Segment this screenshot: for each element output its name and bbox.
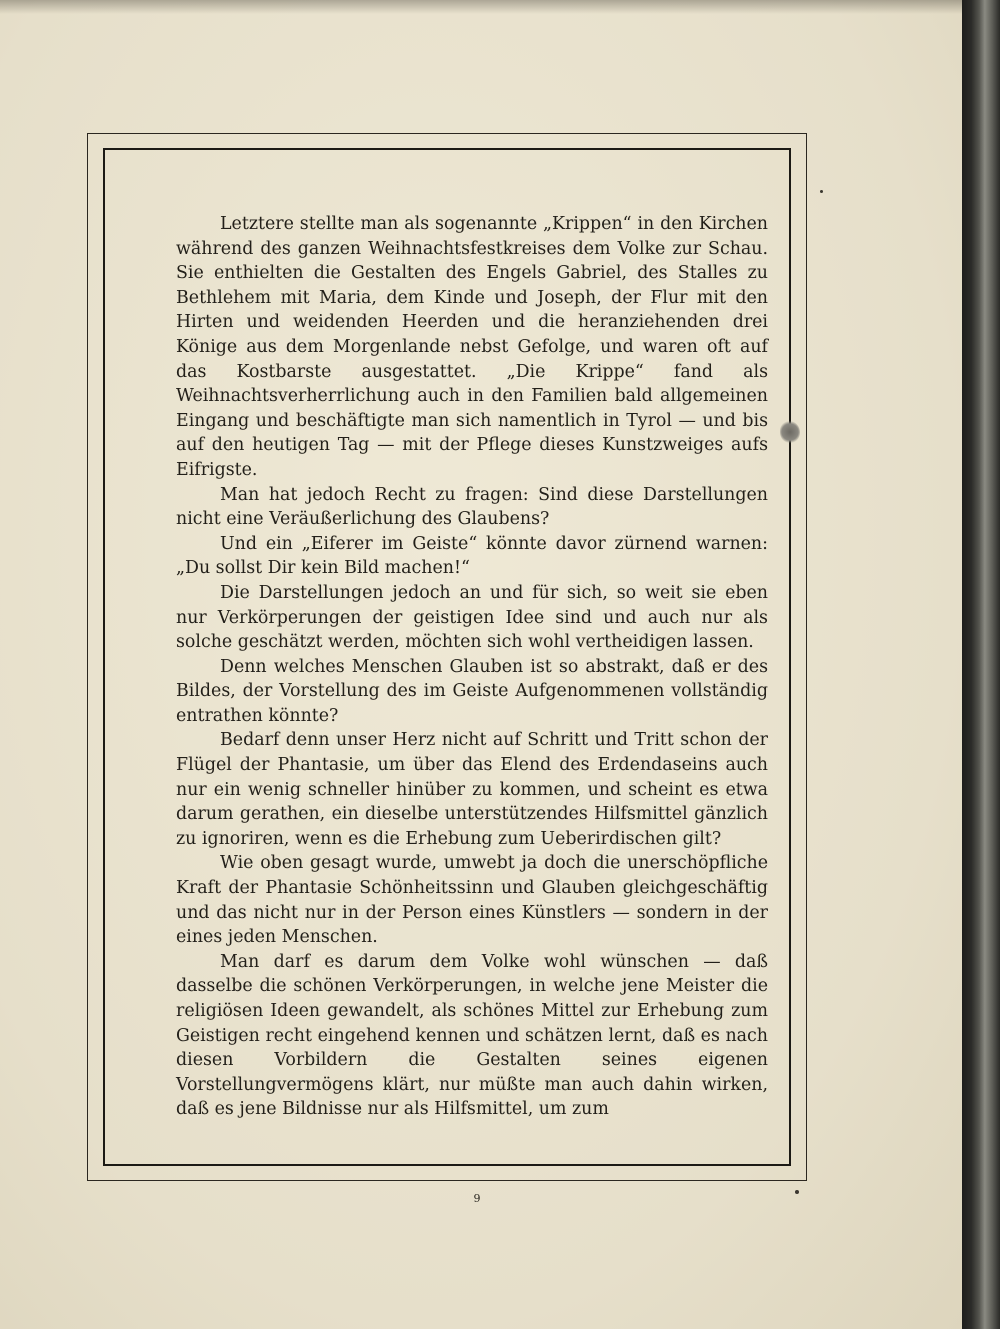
paragraph: Man darf es darum dem Volke wohl wünschen — daß dasselbe die schönen Verkörperungen, in welche jene Meister die religiösen Ideen gewandelt, als schönes Mittel zur Erhebung zum Geistigen recht eingehend kennen und schätzen lernt, daß es nach diesen Vorbildern die Gestalten seines eigenen Vorstellungvermögens klärt, nur müßte man auch dahin wirken, daß es jene Bildnisse nur als Hilfsmittel, um zum [176, 951, 768, 1120]
page-number: 9 [473, 1192, 481, 1205]
paragraph: Wie oben gesagt wurde, umwebt ja doch die unerschöpfliche Kraft der Phantasie Schönheitssinn und Glauben gleichgeschäftig und das nicht nur in der Person eines Künstlers — sondern in der eines jeden Menschen. [176, 853, 768, 948]
paragraph: Und ein „Eiferer im Geiste“ könnte davor zürnend warnen: „Du sollst Dir kein Bild machen!“ [176, 533, 768, 579]
page-top-shadow [0, 0, 962, 14]
paper-speck [795, 1190, 799, 1194]
paragraph: Letztere stellte man als sogenannte „Krippen“ in den Kirchen während des ganzen Weihnachtsfestkreises dem Volke zur Schau. Sie enthielten die Gestalten des Engels Gabriel, des Stalles zu Bethlehem mit Maria, dem Kinde und Joseph, der Flur mit den Hirten und weidenden Heerden und die heranziehenden drei Könige aus dem Morgenlande nebst Gefolge, und waren oft auf das Kostbarste ausgestattet. „Die Krippe“ fand als Weihnachtsverherrlichung auch in den Familien bald allgemeinen Eingang und beschäftigte man sich namentlich in Tyrol — und bis auf den heutigen Tag — mit der Pflege dieses Kunstzweiges aufs Eifrigste. [176, 214, 768, 480]
paragraph: Denn welches Menschen Glauben ist so abstrakt, daß er des Bildes, der Vorstellung des im Geiste Aufgenommenen vollständig entrathen könnte? [176, 656, 768, 726]
ink-blot [780, 421, 800, 443]
paragraph: Bedarf denn unser Herz nicht auf Schritt und Tritt schon der Flügel der Phantasie, um über das Elend des Erdendaseins auch nur ein wenig schneller hinüber zu kommen, und scheint es etwa darum gerathen, ein dieselbe unterstützendes Hilfsmittel gänzlich zu ignoriren, wenn es die Erhebung zum Ueberirdischen gilt? [176, 730, 768, 849]
body-text [176, 212, 768, 1122]
paragraph: Die Darstellungen jedoch an und für sich, so weit sie eben nur Verkörperungen der geistigen Idee sind und auch nur als solche geschätzt werden, möchten sich wohl vertheidigen lassen. [176, 582, 768, 653]
paper-speck [820, 190, 823, 193]
paragraph: Man hat jedoch Recht zu fragen: Sind diese Darstellungen nicht eine Veräußerlichung des Glaubens? [176, 484, 768, 530]
book-binding-edge [962, 0, 1000, 1329]
